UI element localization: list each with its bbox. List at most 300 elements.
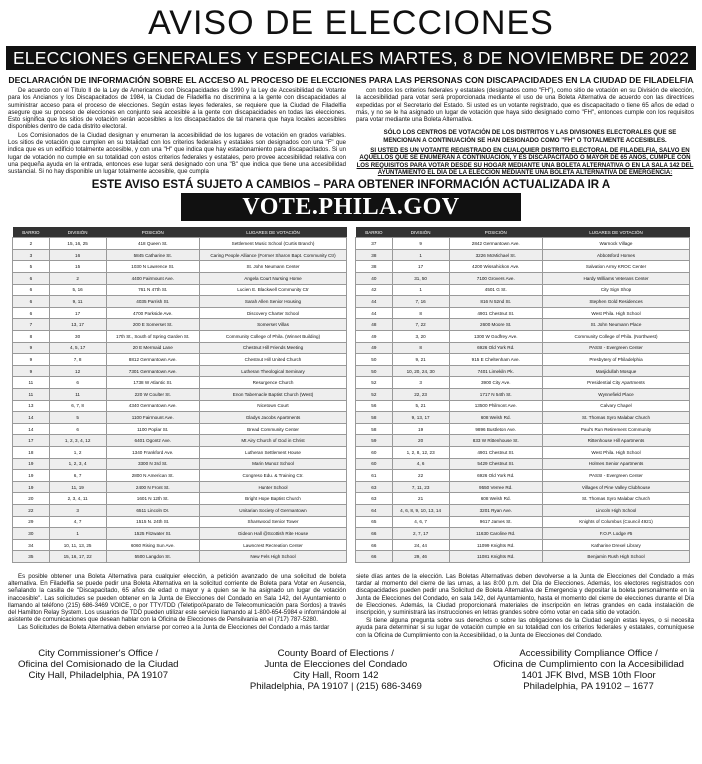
- ward-cell: 9: [13, 342, 50, 354]
- address-cell: 4340 Germantown Ave.: [106, 400, 200, 412]
- address-cell: 9550 Verree Rd.: [449, 481, 543, 493]
- address-cell: 4700 Parkside Ave.: [106, 307, 200, 319]
- ward-cell: 49: [356, 331, 393, 343]
- division-cell: 4, 6, 8, 9, 10, 13, 14: [392, 504, 449, 516]
- address-cell: 4200 Wissahickon Ave.: [449, 261, 543, 273]
- ward-cell: 17: [13, 435, 50, 447]
- location-cell: Holmes Senior Apartments: [543, 458, 690, 470]
- ward-cell: 42: [356, 284, 393, 296]
- division-cell: 22, 23: [392, 388, 449, 400]
- table-row: [13, 365, 347, 377]
- header-ward: BARRIO: [13, 227, 50, 238]
- address-cell: 761 N 47th St.: [106, 284, 200, 296]
- division-cell: 16: [49, 249, 106, 261]
- division-cell: 30: [49, 331, 106, 343]
- address-cell: 2600 Moore St.: [449, 319, 543, 331]
- ward-cell: 44: [356, 307, 393, 319]
- polling-tables: [12, 227, 690, 563]
- location-cell: Marin Munoz School: [200, 458, 347, 470]
- table-row: [356, 284, 690, 296]
- ward-cell: 3: [13, 249, 50, 261]
- location-cell: Gideon Hall @Scottish Rite House: [200, 528, 347, 540]
- division-cell: 3: [49, 504, 106, 516]
- table-row: [13, 423, 347, 435]
- address-cell: 5429 Chestnut St.: [449, 458, 543, 470]
- header-ward: BARRIO: [356, 227, 393, 238]
- location-cell: Wynnefield Place: [543, 388, 690, 400]
- address-cell: 20 E Mermaid Lane: [106, 342, 200, 354]
- ward-cell: 38: [356, 261, 393, 273]
- ward-cell: 35: [13, 551, 50, 563]
- address-line: 1401 JFK Blvd, MSB 10th Floor: [521, 670, 656, 682]
- division-cell: 19: [392, 423, 449, 435]
- location-cell: Lincoln High School: [543, 504, 690, 516]
- division-cell: 6: [49, 423, 106, 435]
- location-cell: F.O.P. Lodge #5: [543, 528, 690, 540]
- location-cell: New Fels High School: [200, 551, 347, 563]
- location-cell: Stephen Gold Residences: [543, 296, 690, 308]
- address-cell: 11081 Knights Rd.: [449, 551, 543, 563]
- eligibility-statement: SI USTED ES UN VOTANTE REGISTRADO EN CUALQUIER DISTRITO ELECTORAL DE FILADELFIA, SALVO EN AQUELLOS QUE SE ENUMERAN A CONTINUACIÓN, Y ES DISCAPACITADO O MAYOR DE 65 AÑOS, CUMPLE CON LOS REQUISITOS PARA VOTAR DESDE SU HOGAR MEDIANTE UNA BOLETA ALTERNATIVA O EN LA SALA 142 DEL AYUNTAMIENTO EL DÍA DE LA ELECCIÓN MEDIANTE UNA BOLETA ALTERNATIVA DE EMERGENCIA:: [356, 147, 694, 176]
- footer-addresses: [18, 648, 684, 693]
- address-cell: 1717 N 54th St.: [449, 388, 543, 400]
- table-row: [13, 273, 347, 285]
- table-row: [356, 354, 690, 366]
- table-row: [356, 423, 690, 435]
- intro-paragraph: con todos los criterios federales y estatales (designados como "FH"), como sitio de votación en su División de elección, la accesibilidad para votar será proporcionada mediante el uso de una Boleta Alternativa de acuerdo con las directrices expedidas por el Secretario del Estado. Si usted es un votante registrado, que es discapacitado o tiene 65 años de edad o más, y no se le ha asignado un lugar de votación que haya sido designado como "FH", entonces cumple con los requisitos para votar mediante una Boleta Alternativa.: [356, 87, 694, 124]
- table-row: [13, 342, 347, 354]
- bottom-columns: [8, 573, 694, 640]
- address-line: City Hall, Philadelphia, PA 19107: [28, 670, 169, 682]
- location-cell: Presbytery of Philadelphia: [543, 354, 690, 366]
- address-cell: 9896 Bustleton Ave.: [449, 423, 543, 435]
- location-cell: Settlement Music School (Curtis Branch): [200, 238, 347, 250]
- table-row: [13, 388, 347, 400]
- bottom-right-column: [356, 573, 694, 640]
- table-row: [356, 273, 690, 285]
- address-cell: 7301 Germantown Ave.: [106, 365, 200, 377]
- table-row: [356, 365, 690, 377]
- ward-cell: 6: [13, 296, 50, 308]
- info-paragraph: Es posible obtener una Boleta Alternativa para cualquier elección, a petición avanzado de una solicitud de boleta alternativa. En Filadelfia se puede pedir una Boleta Alternativa en la solicitud corriente de Boleta para Votar en Ausencia, señalando la casilla de "Discapacitado, 65 años de edad o mayor y a quien se le ha asignado un lugar de votación inaccesible". Las solicitudes se pueden obtener en la Junta de Elecciones del Condado en Sala 142, del Ayuntamiento o llamando al teléfono (215) 686-3469 VOICE, o por TTY/TDD (Teletipo/Aparato de Telecomunicación para Sordos) a través del Hamilton Relay System. Los usuarios de TDD pueden utilizar este servicio llamando al 1-800-654-5984 e informándole al asistente de comunicaciones que desean hablar con la Oficina de Elecciones de Pensilvania en el (717) 787-5280.: [8, 572, 346, 624]
- address-cell: 816 N 52nd St.: [449, 296, 543, 308]
- address-line: Philadelphia, PA 19107 | (215) 686-3469: [249, 681, 422, 693]
- address-cell: 5500 Langdon St.: [106, 551, 200, 563]
- ward-cell: 19: [13, 481, 50, 493]
- location-cell: Abbotsford Homes: [543, 249, 690, 261]
- address-cell: 4901 Chestnut St.: [449, 446, 543, 458]
- table-row: [13, 261, 347, 273]
- address-cell: 2842 Germantown Ave.: [449, 238, 543, 250]
- ward-cell: 34: [13, 539, 50, 551]
- location-cell: Nicetown Court: [200, 400, 347, 412]
- location-cell: Rittenhouse Hill Apartments: [543, 435, 690, 447]
- page-title: AVISO DE ELECCIONES: [148, 4, 554, 42]
- ward-cell: 11: [13, 377, 50, 389]
- address-cell: 9617 James St.: [449, 516, 543, 528]
- subject-to-change-notice: ESTE AVISO ESTÁ SUJETO A CAMBIOS – PARA OBTENER INFORMACIÓN ACTUALIZADA IR A: [91, 179, 611, 192]
- division-cell: 1, 2: [49, 446, 106, 458]
- ward-cell: 9: [13, 365, 50, 377]
- address-line: Oficina de Cumplimiento con la Accesibilidad: [493, 658, 684, 670]
- intro-paragraph: De acuerdo con el Título II de la Ley de Americanos con Discapacidades de 1990 y la Ley de Accesibilidad de Votante para los Ancianos y los Discapacitados de 1984, la Ciudad de Filadelfia no discrimina a la gente con discapacidades al suministrar acceso para el proceso de elecciones. Según estas leyes federales, se requiere que la Ciudad de Filadelfia asegure que su proceso de elecciones en conjunto sea accesible a la gente con discapacidades en todas las elecciones. Esto significa que los sitios de votación serán accesibles a los discapacitados de tal manera que haya locales accesibles disponibles dentro de cada distrito electoral.: [8, 87, 346, 131]
- location-cell: Lutheran Theological Seminary: [200, 365, 347, 377]
- ward-cell: 61: [356, 470, 393, 482]
- location-cell: West Phila. High School: [543, 446, 690, 458]
- polling-table-right: [355, 227, 690, 563]
- header-division: DIVISIÓN: [49, 227, 106, 238]
- ward-cell: 11: [13, 388, 50, 400]
- table-row: [356, 412, 690, 424]
- table-row: [356, 400, 690, 412]
- division-cell: 1: [392, 249, 449, 261]
- info-paragraph: siete días antes de la elección. Las Boletas Alternativas deben devolverse a la Junta de Elecciones del Condado a más tardar al momento del cierre de las urnas, a las 8:00 p.m. del Día de Elecciones. Además, los electores registrados con discapacidades pueden pedir una Solicitud de Boleta Alternativa de Emergencia y depositar la boleta personalmente en la Junta de Elecciones del Condado, en sala 142, del Ayuntamiento, hasta el momento del cierre de elecciones durante el Día de Elecciones. Además, la Ciudad proporcionará materiales de inscripción en letras grandes en cada instalación de inscripción, y suministrará las instrucciones en letras grandes sobre cómo votar en cada sitio de votación.: [356, 572, 694, 616]
- table-row: [356, 331, 690, 343]
- ward-cell: 37: [356, 238, 393, 250]
- address-cell: 4901 Chestnut St.: [449, 307, 543, 319]
- address-cell: 7100 Grovers Ave.: [449, 273, 543, 285]
- division-cell: 11: [49, 388, 106, 400]
- ward-cell: 63: [356, 481, 393, 493]
- location-cell: Community College of Phila. (Northwest): [543, 331, 690, 343]
- table-row: [356, 435, 690, 447]
- table-row: [13, 470, 347, 482]
- ward-cell: 50: [356, 365, 393, 377]
- division-cell: 7, 22: [392, 319, 449, 331]
- address-cell: 4501 G St.: [449, 284, 543, 296]
- address-cell: 418 Queen St.: [106, 238, 200, 250]
- table-row: [356, 504, 690, 516]
- table-row: [13, 249, 347, 261]
- division-cell: 7, 16: [392, 296, 449, 308]
- address-cell: 8812 Germantown Ave.: [106, 354, 200, 366]
- location-cell: Bright Hope Baptist Church: [200, 493, 347, 505]
- address-cell: 2400 N Front St.: [106, 481, 200, 493]
- ward-cell: 44: [356, 296, 393, 308]
- table-row: [356, 528, 690, 540]
- division-cell: 4, 5, 17: [49, 342, 106, 354]
- location-cell: Caring People Alliance (Former Sharon Bapt. Community Ctr): [200, 249, 347, 261]
- location-cell: Mt Airy Church of God in Christ: [200, 435, 347, 447]
- election-date-banner: ELECCIONES GENERALES Y ESPECIALES MARTES, 8 DE NOVIEMBRE DE 2022: [6, 46, 696, 70]
- ward-cell: 8: [13, 331, 50, 343]
- ward-cell: 6: [13, 307, 50, 319]
- location-cell: Bread Community Center: [200, 423, 347, 435]
- division-cell: 1, 2, 8, 12, 23: [392, 446, 449, 458]
- table-row: [13, 354, 347, 366]
- ward-cell: 40: [356, 273, 393, 285]
- table-row: [13, 377, 347, 389]
- division-cell: 12: [49, 365, 106, 377]
- division-cell: 4, 7: [49, 516, 106, 528]
- address-cell: 220 W Coulter St.: [106, 388, 200, 400]
- table-row: [13, 551, 347, 563]
- address-line: Oficina del Comisionado de la Ciudad: [18, 658, 179, 670]
- address-cell: 5845 Catharine St.: [106, 249, 200, 261]
- location-cell: St. John Neumann Center: [200, 261, 347, 273]
- address-cell: 3900 City Ave.: [449, 377, 543, 389]
- ward-cell: 19: [13, 458, 50, 470]
- location-cell: Congreso Edu. & Training Ctr.: [200, 470, 347, 482]
- address-cell: 3201 Ryan Ave.: [449, 504, 543, 516]
- location-cell: Sarah Allen Senior Housing: [200, 296, 347, 308]
- table-row: [356, 238, 690, 250]
- division-cell: 8: [392, 307, 449, 319]
- address-cell: 6511 Lincoln Dr.: [106, 504, 200, 516]
- location-cell: Villages of Pine Valley Clubhouse: [543, 481, 690, 493]
- ward-cell: 6: [13, 284, 50, 296]
- address-cell: 6060 Rising Sun Ave.: [106, 539, 200, 551]
- address-cell: 1601 N 12th St.: [106, 493, 200, 505]
- division-cell: 4, 6, 7: [392, 516, 449, 528]
- address-cell: 1738 W Atlantic St.: [106, 377, 200, 389]
- address-cell: 11630 Caroline Rd.: [449, 528, 543, 540]
- division-cell: 2, 3, 4, 11: [49, 493, 106, 505]
- ward-cell: 2: [13, 238, 50, 250]
- address-cell: 11099 Knights Rd.: [449, 539, 543, 551]
- location-cell: Paul's Run Retirement Community: [543, 423, 690, 435]
- subheading: DECLARACIÓN DE INFORMACIÓN SOBRE EL ACCESO AL PROCESO DE ELECCIONES PARA LAS PERSONAS CON DISCAPACIDADES EN LA CIUDAD DE FILADELFIA: [8, 75, 694, 85]
- address-line: County Board of Elections /: [277, 647, 394, 659]
- division-cell: 9, 21: [392, 354, 449, 366]
- address-cell: 915 E Cheltenham Ave.: [449, 354, 543, 366]
- intro-right-column: [356, 87, 694, 177]
- table-row: [13, 504, 347, 516]
- table-row: [13, 458, 347, 470]
- ward-cell: 58: [356, 423, 393, 435]
- ward-cell: 48: [356, 319, 393, 331]
- table-row: [356, 296, 690, 308]
- table-row: [356, 516, 690, 528]
- header-location: LUGARES DE VOTACIÓN: [200, 227, 347, 238]
- address-cell: 7401 Limekiln Pk.: [449, 365, 543, 377]
- address-line: City Hall, Room 142: [293, 670, 379, 682]
- ward-cell: 63: [356, 493, 393, 505]
- ward-cell: 50: [356, 354, 393, 366]
- division-cell: 15: [49, 261, 106, 273]
- location-cell: Benjamin Rush High School: [543, 551, 690, 563]
- address-cell: 1515 N. 24th St.: [106, 516, 200, 528]
- location-cell: Gladys Jacobs Apartments: [200, 412, 347, 424]
- ward-cell: 5: [13, 261, 50, 273]
- division-cell: 3, 20: [392, 331, 449, 343]
- intro-left-column: [8, 87, 346, 177]
- division-cell: 9: [392, 238, 449, 250]
- ward-cell: 18: [13, 446, 50, 458]
- ward-cell: 58: [356, 412, 393, 424]
- division-cell: 17: [49, 307, 106, 319]
- location-cell: Salvation Army KROC Center: [543, 261, 690, 273]
- location-cell: Katharine Drexel Library: [543, 539, 690, 551]
- header-location: LUGARES DE VOTACIÓN: [543, 227, 690, 238]
- ward-cell: 20: [13, 493, 50, 505]
- address-cell: 1525 Fitzwater St.: [106, 528, 200, 540]
- table-row: [13, 284, 347, 296]
- address-cell: 2800 N American St.: [106, 470, 200, 482]
- address-cell: 608 Welsh Rd.: [449, 412, 543, 424]
- division-cell: 6, 7, 8: [49, 400, 106, 412]
- address-board-of-elections: [250, 648, 422, 693]
- location-cell: West Phila. High School: [543, 307, 690, 319]
- address-cell: 1100 Fairmount Ave.: [106, 412, 200, 424]
- division-cell: 24, 44: [392, 539, 449, 551]
- header-address: POSICIÓN: [449, 227, 543, 238]
- division-cell: 2: [49, 273, 106, 285]
- table-row: [13, 516, 347, 528]
- address-cell: 6926 Old York Rd.: [449, 470, 543, 482]
- table-row: [13, 481, 347, 493]
- ward-cell: 65: [356, 516, 393, 528]
- table-row: [356, 388, 690, 400]
- division-cell: 20: [392, 435, 449, 447]
- location-cell: Presidential City Apartments: [543, 377, 690, 389]
- table-header-row: [13, 227, 347, 238]
- table-header-row: [356, 227, 690, 238]
- ward-cell: 38: [356, 249, 393, 261]
- address-cell: 4035 Parrish St.: [106, 296, 200, 308]
- intro-columns: [8, 87, 694, 177]
- ward-cell: 59: [356, 435, 393, 447]
- address-cell: 3300 N 3rd St.: [106, 458, 200, 470]
- table-row: [356, 551, 690, 563]
- ward-cell: 52: [356, 377, 393, 389]
- address-cell: 17th St., South of Spring Garden St.: [106, 331, 200, 343]
- bottom-left-column: [8, 573, 346, 640]
- address-line: Accessibility Compliance Office /: [519, 647, 658, 659]
- division-cell: 2, 7, 17: [392, 528, 449, 540]
- ward-cell: 66: [356, 528, 393, 540]
- table-row: [13, 528, 347, 540]
- location-cell: Hunter School: [200, 481, 347, 493]
- location-cell: St. John Neumann Place: [543, 319, 690, 331]
- address-cell: 4400 Fairmount Ave.: [106, 273, 200, 285]
- division-cell: 13, 17: [49, 319, 106, 331]
- address-city-commissioner: [18, 648, 179, 693]
- table-row: [356, 446, 690, 458]
- division-cell: 10, 11, 13, 25: [49, 539, 106, 551]
- division-cell: 21: [392, 493, 449, 505]
- address-cell: 200 E Somerset St.: [106, 319, 200, 331]
- ward-cell: 29: [13, 516, 50, 528]
- location-cell: Lutheran Settlement House: [200, 446, 347, 458]
- address-line: Junta de Elecciones del Condado: [264, 658, 408, 670]
- division-cell: 31, 50: [392, 273, 449, 285]
- address-cell: 6401 Ogontz Ave.: [106, 435, 200, 447]
- ward-cell: 14: [13, 412, 50, 424]
- division-cell: 7, 11, 23: [392, 481, 449, 493]
- location-cell: Somerset Villas: [200, 319, 347, 331]
- table-row: [356, 261, 690, 273]
- division-cell: 15, 16, 25: [49, 238, 106, 250]
- location-cell: Hardy Williams Veterans Center: [543, 273, 690, 285]
- location-cell: Enon Tabernacle Baptist Church (West): [200, 388, 347, 400]
- polling-table-left: [12, 227, 347, 563]
- ward-cell: 66: [356, 539, 393, 551]
- address-line: City Commissioner's Office /: [38, 647, 159, 659]
- location-cell: City Sign Shop: [543, 284, 690, 296]
- table-row: [13, 307, 347, 319]
- header-division: DIVISIÓN: [392, 227, 449, 238]
- table-row: [356, 249, 690, 261]
- table-row: [356, 377, 690, 389]
- address-line: Philadelphia, PA 19102 – 1677: [523, 681, 654, 693]
- ward-cell: 66: [356, 551, 393, 563]
- ward-cell: 30: [13, 528, 50, 540]
- address-cell: 3226 McMichael St.: [449, 249, 543, 261]
- location-cell: St. Thomas Syro Malabar Church: [543, 493, 690, 505]
- table-row: [13, 400, 347, 412]
- table-row: [356, 470, 690, 482]
- division-cell: 7, 8: [49, 354, 106, 366]
- table-row: [13, 331, 347, 343]
- location-cell: Chestnut Hill United Church: [200, 354, 347, 366]
- division-cell: 5, 16: [49, 284, 106, 296]
- division-cell: 11, 19: [49, 481, 106, 493]
- intro-paragraph: Los Comisionados de la Ciudad designan y enumeran la accesibilidad de los lugares de votación en grados variables. Los sitios de votación que cumplen en su totalidad con los criterios federales y estatales son designados con una "F" que indica que es un edificio totalmente accesible, y con una "H" que indica que hay estacionamiento para discapacitados. Si un lugar de votación no cumple en su totalidad con estos criterios federales y estatales, pero provee accesibilidad relativa con una pequeña ayuda en la entrada, entonces ese lugar será designado con una "B" que indica que tiene una accesibilidad sustancial. Si no hay disponible un lugar totalmente accesible, que cumpla: [8, 131, 346, 176]
- division-cell: 5: [49, 412, 106, 424]
- info-paragraph: Si tiene alguna pregunta sobre sus derechos o sobre las obligaciones de la Ciudad según estas leyes, o si necesita ayuda para determinar si su lugar de votación cumple en su totalidad con los criterios federales y estatales, comuníquese con la Oficina de Cumplimiento con la Accesibilidad, o la Junta de Elecciones del Condado.: [356, 617, 694, 639]
- location-cell: Community College of Phila. (Winnet Building): [200, 331, 347, 343]
- ward-cell: 19: [13, 470, 50, 482]
- division-cell: 17: [392, 261, 449, 273]
- location-cell: Chestnut Hill Friends Meeting: [200, 342, 347, 354]
- division-cell: 9, 13, 17: [392, 412, 449, 424]
- address-cell: 833 W Rittenhouse St.: [449, 435, 543, 447]
- table-row: [356, 458, 690, 470]
- ward-cell: 13: [13, 400, 50, 412]
- ward-cell: 60: [356, 458, 393, 470]
- location-cell: PASSI - Evergreen Center: [543, 470, 690, 482]
- location-cell: Masjidullah Mosque: [543, 365, 690, 377]
- location-cell: Unitarian Society of Germantown: [200, 504, 347, 516]
- address-accessibility-office: [493, 648, 684, 693]
- table-row: [13, 539, 347, 551]
- location-cell: Angela Court Nursing Home: [200, 273, 347, 285]
- location-cell: Knights of Columbus (Council 4921): [543, 516, 690, 528]
- table-row: [13, 238, 347, 250]
- location-cell: Lucien E. Blackwell Community Ctr: [200, 284, 347, 296]
- ward-cell: 7: [13, 319, 50, 331]
- table-row: [13, 412, 347, 424]
- address-cell: 608 Welsh Rd.: [449, 493, 543, 505]
- table-row: [356, 307, 690, 319]
- ward-cell: 60: [356, 446, 393, 458]
- location-cell: Warnock Village: [543, 238, 690, 250]
- division-cell: 1, 2, 3, 4, 12: [49, 435, 106, 447]
- location-cell: Calvary Chapel: [543, 400, 690, 412]
- division-cell: 15, 16, 17, 22: [49, 551, 106, 563]
- division-cell: 9, 11: [49, 296, 106, 308]
- division-cell: 1: [49, 528, 106, 540]
- website-link[interactable]: VOTE.PHILA.GOV: [181, 193, 521, 221]
- division-cell: 1, 2, 3, 4: [49, 458, 106, 470]
- ward-cell: 56: [356, 400, 393, 412]
- division-cell: 1: [392, 284, 449, 296]
- table-row: [13, 435, 347, 447]
- info-paragraph: Las Solicitudes de Boleta Alternativa deben enviarse por correo a la Junta de Elecciones del Condado a más tardar: [18, 624, 330, 632]
- location-cell: Lawncrest Recreation Center: [200, 539, 347, 551]
- table-row: [356, 493, 690, 505]
- address-cell: 13500 Philmont Ave.: [449, 400, 543, 412]
- table-row: [356, 481, 690, 493]
- address-cell: 1340 Frankford Ave.: [106, 446, 200, 458]
- table-row: [13, 493, 347, 505]
- location-cell: PASSI - Evergreen Center: [543, 342, 690, 354]
- header-address: POSICIÓN: [106, 227, 200, 238]
- division-cell: 5, 21: [392, 400, 449, 412]
- table-row: [356, 342, 690, 354]
- table-row: [13, 296, 347, 308]
